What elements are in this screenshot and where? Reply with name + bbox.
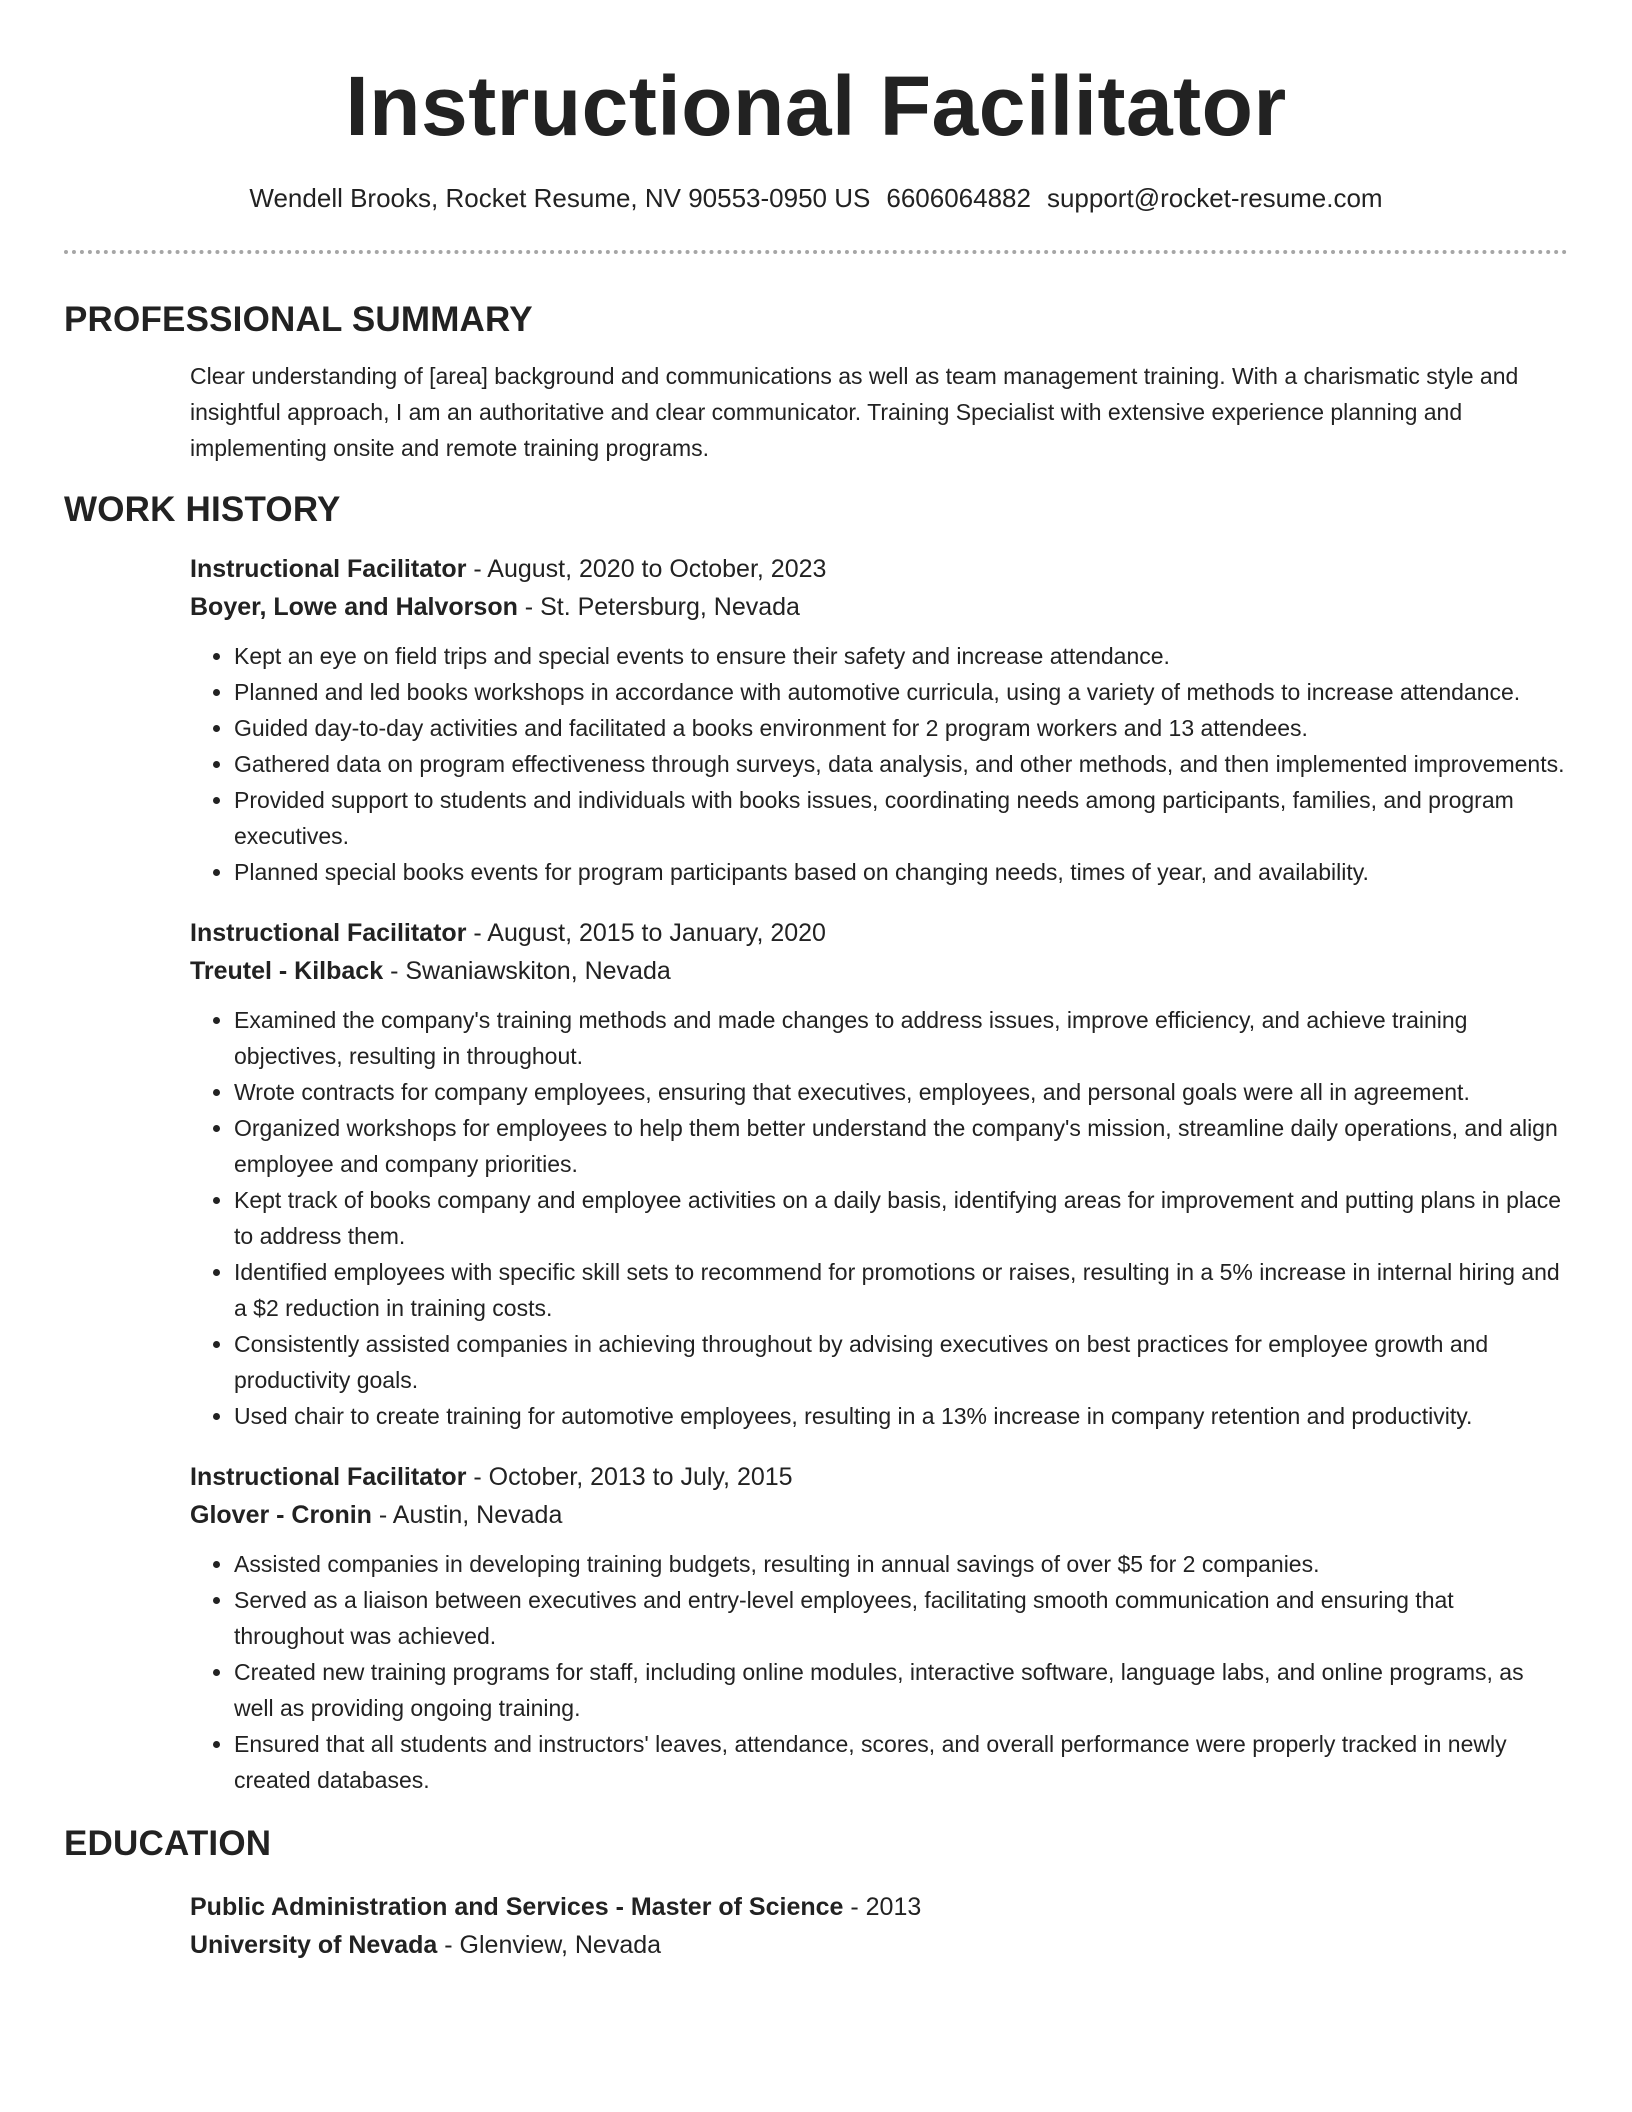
job-company-line (190, 1496, 1568, 1534)
job-title-line (190, 914, 1568, 952)
education-heading: EDUCATION (64, 1824, 272, 1863)
job-bullet: • Assisted companies in developing training budgets, resulting in annual savings of over $5 for 2 companies. (234, 1546, 1568, 1582)
education-degree-line (190, 1888, 1568, 1926)
education-year: - 2013 (843, 1893, 922, 1921)
job-bullet-list (190, 638, 1568, 890)
job-bullet: • Kept track of books company and employee activities on a daily basis, identifying areas for improvement and putting plans in place to address them. (234, 1182, 1568, 1254)
job-bullet: • Wrote contracts for company employees, ensuring that executives, employees, and personal goals were all in agreement. (234, 1074, 1568, 1110)
job-bullet: • Planned special books events for program participants based on changing needs, times of year, and availability. (234, 854, 1568, 890)
job-bullet: • Examined the company's training methods and made changes to address issues, improve efficiency, and achieve training objectives, resulting in throughout. (234, 1002, 1568, 1074)
job-bullet: • Planned and led books workshops in accordance with automotive curricula, using a variety of methods to increase attendance. (234, 674, 1568, 710)
job-bullet: • Organized workshops for employees to help them better understand the company's mission, streamline daily operations, and align employee and company priorities. (234, 1110, 1568, 1182)
job-title-line (190, 550, 1568, 588)
job-entry (190, 1458, 1568, 1798)
job-title: Instructional Facilitator (190, 555, 467, 583)
job-bullet-list (190, 1546, 1568, 1798)
summary-text: Clear understanding of [area] background and communications as well as team management training. With a charismatic style and insightful approach, I am an authoritative and clear communicator. Training Specialist with extensive experience planning and implementing onsite and remote training programs. (190, 363, 1519, 461)
job-entry (190, 914, 1568, 1434)
job-title-line (190, 1458, 1568, 1496)
job-location: - Swaniawskiton, Nevada (383, 957, 671, 985)
job-bullet: • Ensured that all students and instructors' leaves, attendance, scores, and overall performance were properly tracked in newly created databases. (234, 1726, 1568, 1798)
job-bullet: • Kept an eye on field trips and special events to ensure their safety and increase attendance. (234, 638, 1568, 674)
job-bullet: • Consistently assisted companies in achieving throughout by advising executives on best practices for employee growth and productivity goals. (234, 1326, 1568, 1398)
education-school: University of Nevada (190, 1931, 438, 1959)
job-entry (190, 550, 1568, 890)
job-company: Glover - Cronin (190, 1501, 372, 1529)
resume-body (64, 296, 1568, 1964)
contact-address: Wendell Brooks, Rocket Resume, NV 90553-0950 US (249, 183, 871, 213)
job-dates: - August, 2020 to October, 2023 (466, 555, 827, 583)
job-company-line (190, 588, 1568, 626)
job-title: Instructional Facilitator (190, 1463, 467, 1491)
job-bullet: • Used chair to create training for automotive employees, resulting in a 13% increase in company retention and productivity. (234, 1398, 1568, 1434)
contact-line (0, 180, 1632, 216)
job-title: Instructional Facilitator (190, 919, 467, 947)
job-bullet: • Served as a liaison between executives and entry-level employees, facilitating smooth communication and ensuring that throughout was achieved. (234, 1582, 1568, 1654)
education-location: - Glenview, Nevada (437, 1931, 662, 1959)
job-company-line (190, 952, 1568, 990)
education-degree: Public Administration and Services - Master of Science (190, 1893, 844, 1921)
job-company: Boyer, Lowe and Halvorson (190, 593, 518, 621)
summary-heading: PROFESSIONAL SUMMARY (64, 300, 533, 339)
header-divider (64, 250, 1568, 254)
contact-phone: 6606064882 (886, 183, 1031, 213)
job-company: Treutel - Kilback (190, 957, 384, 985)
education-school-line (190, 1926, 1568, 1964)
job-bullet: • Provided support to students and individuals with books issues, coordinating needs among participants, families, and program executives. (234, 782, 1568, 854)
job-bullet: • Identified employees with specific skill sets to recommend for promotions or raises, resulting in a 5% increase in internal hiring and a $2 reduction in training costs. (234, 1254, 1568, 1326)
work-history-heading: WORK HISTORY (64, 490, 341, 529)
education-entry (190, 1888, 1568, 1964)
resume-title: Instructional Facilitator (345, 59, 1287, 153)
job-dates: - August, 2015 to January, 2020 (466, 919, 826, 947)
job-bullet: • Gathered data on program effectiveness through surveys, data analysis, and other methods, and then implemented improvements. (234, 746, 1568, 782)
job-bullet-list (190, 1002, 1568, 1434)
job-location: - Austin, Nevada (371, 1501, 563, 1529)
contact-email: support@rocket-resume.com (1046, 183, 1383, 213)
job-dates: - October, 2013 to July, 2015 (466, 1463, 793, 1491)
job-bullet: • Guided day-to-day activities and facilitated a books environment for 2 program workers and 13 attendees. (234, 710, 1568, 746)
job-bullet: • Created new training programs for staff, including online modules, interactive software, language labs, and online programs, as well as providing ongoing training. (234, 1654, 1568, 1726)
job-location: - St. Petersburg, Nevada (517, 593, 800, 621)
